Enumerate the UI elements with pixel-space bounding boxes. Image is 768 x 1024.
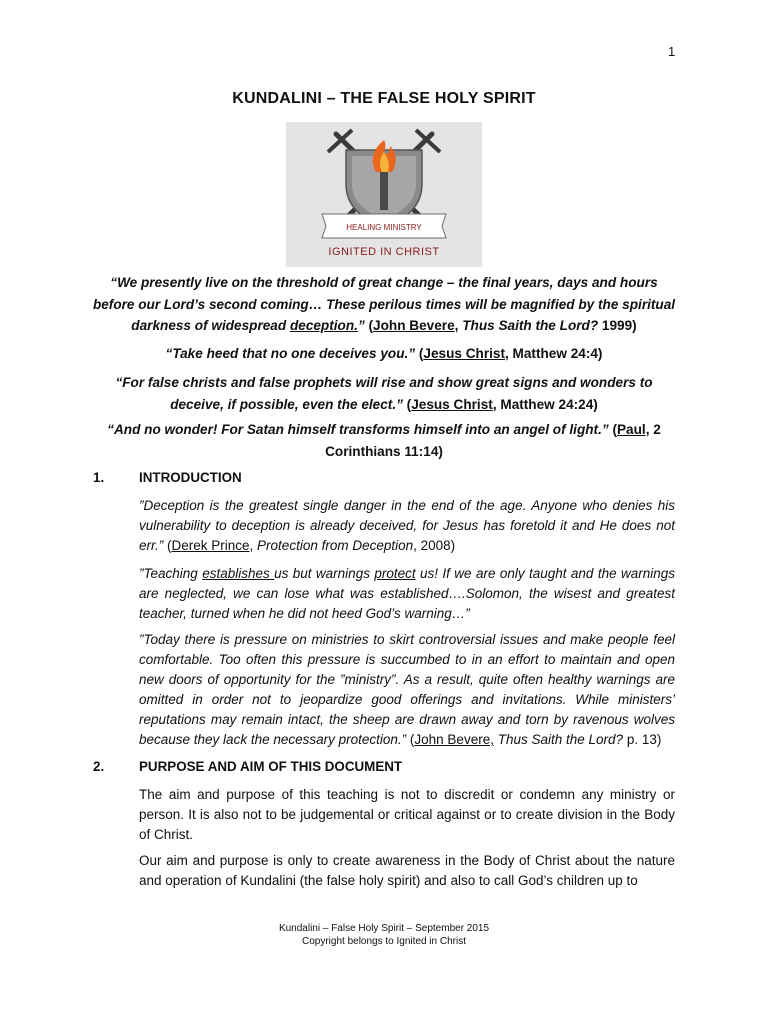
document-title: KUNDALINI – THE FALSE HOLY SPIRIT bbox=[232, 90, 536, 107]
quote-take-heed: “Take heed that no one deceives you.” (Jesus Christ, Matthew 24:4) bbox=[165, 346, 603, 361]
page-footer bbox=[0, 922, 768, 948]
author-link: John Bevere bbox=[373, 318, 455, 333]
author-link: John Bevere, bbox=[414, 732, 494, 747]
footer-line-1: Kundalini – False Holy Spirit – September 2015 bbox=[278, 923, 490, 934]
intro-quote-teaching: ”Teaching establishes us but warnings protect us! If we are only taught and the warnings are neglected, we can lose what was established….Solomon, the wisest and greatest teacher, turned when he did not heed God’s warning…” bbox=[139, 566, 676, 621]
intro-quote-pressure: ”Today there is pressure on ministries to skirt controversial issues and make people feel comfortable. Too often this pressure is succumbed to in an effort to maintain and open new doors of opportunity for the ”ministry”. As a result, quite often healthy warnings are omitted in order not to jeopardize good offerings and invitations. While ministers’ reputations may remain intact, the sheep are drawn away and torn by ravenous wolves because they lack the necessary protection.” (John Bevere, Thus Saith the Lord? p. 13) bbox=[139, 632, 675, 747]
footer-line-2: Copyright belongs to Ignited in Christ bbox=[302, 936, 466, 947]
logo-emblem-icon bbox=[286, 122, 482, 267]
banner-text: HEALING MINISTRY bbox=[346, 223, 422, 232]
quote-false-christs: “For false christs and false prophets will rise and show great signs and wonders to deceive, if possible, even the elect.” (Jesus Christ, Matthew 24:24) bbox=[115, 375, 653, 412]
quote-bevere-threshold: “We presently live on the threshold of great change – the final years, days and hours before our Lord’s second coming… These perilous times will be magnified by the spiritual darkness of widespread deception.” (John Bevere, Thus Saith the Lord? 1999) bbox=[92, 275, 676, 333]
purpose-paragraph-1: The aim and purpose of this teaching is not to discredit or condemn any ministry or person. It is also not to be judgemental or critical against or to create division in the Body of Christ. bbox=[139, 787, 675, 842]
author-link: Derek Prince bbox=[171, 538, 250, 553]
author-link: Paul bbox=[616, 422, 646, 437]
intro-quote-prince: ”Deception is the greatest single danger in the end of the age. Anyone who denies his vulnerability to deception is already deceived, for Jesus has foretold it and He does not err.” (Derek Prince, Protection from Deception, 2008) bbox=[139, 498, 675, 553]
author-link: Jesus Christ bbox=[411, 396, 493, 412]
quote-angel-of-light: “And no wonder! For Satan himself transforms himself into an angel of light.” (Paul, 2 Corinthians 11:14) bbox=[107, 422, 661, 459]
section-heading-introduction: 1. INTRODUCTION bbox=[93, 470, 242, 485]
author-link: Jesus Christ bbox=[423, 346, 505, 361]
brand-text: IGNITED IN CHRIST bbox=[328, 246, 440, 258]
section-heading-purpose: 2. PURPOSE AND AIM OF THIS DOCUMENT bbox=[93, 759, 403, 774]
purpose-paragraph-2: Our aim and purpose is only to create awareness in the Body of Christ about the nature and operation of Kundalini (the false holy spirit) and also to call God’s children up to bbox=[139, 853, 675, 888]
ministry-logo bbox=[286, 122, 482, 267]
page-number: 1 bbox=[668, 44, 676, 59]
